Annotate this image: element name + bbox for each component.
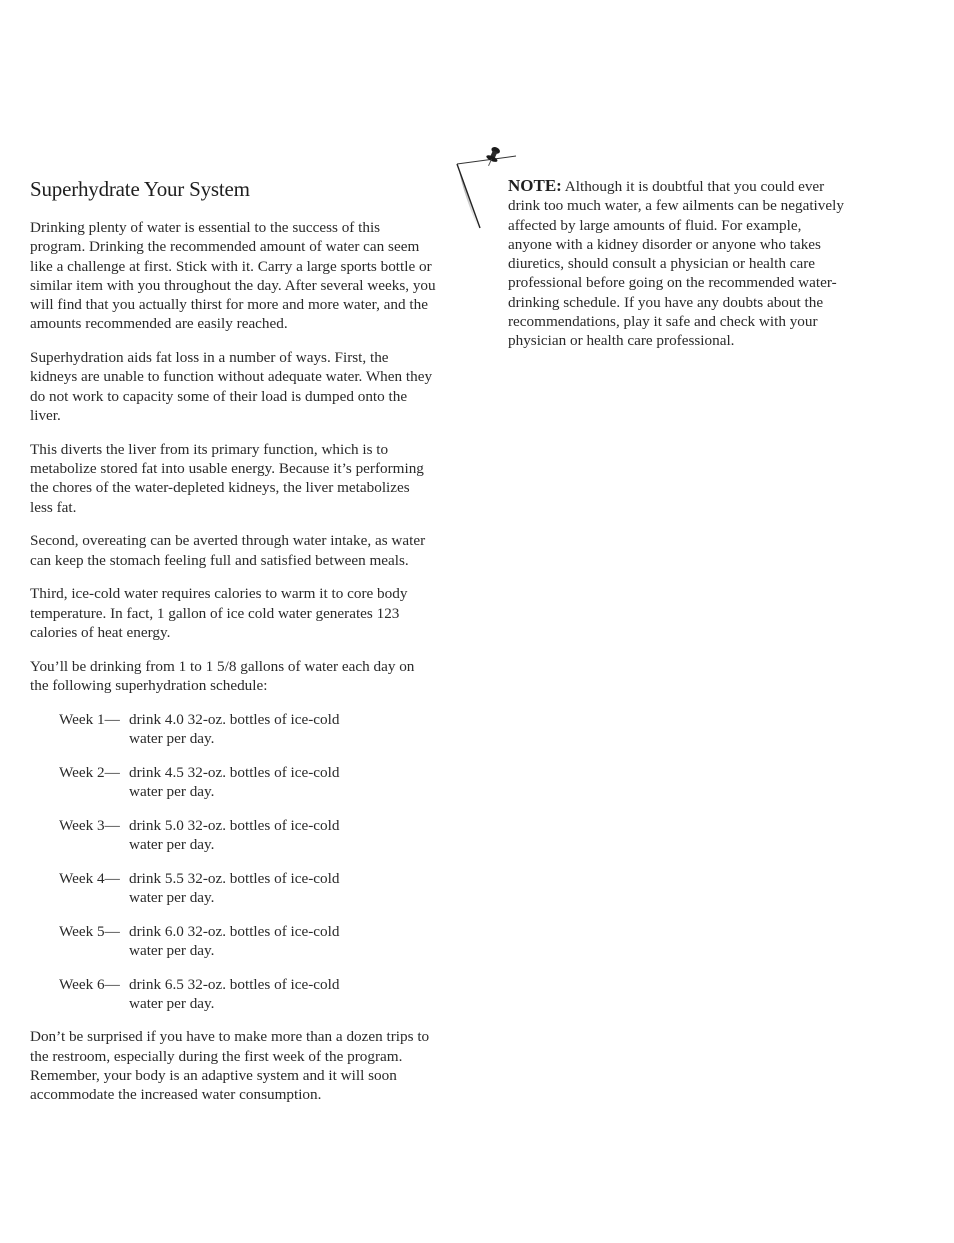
section-title: Superhydrate Your System	[30, 177, 250, 201]
note-text: Although it is doubtful that you could ever drink too much water, a few ailments can be negatively affected by large amounts of fluid. For example, anyone with a kidney disorder or anyone who takes diuretics, should consult a physician or health care professional before going on the recommended water-drinking schedule. If you have any doubts about the recommendations, play it safe and check with your physician or health care professional.	[508, 178, 844, 350]
week-instruction: drink 5.0 32-oz. bottles of ice-cold water per day.	[129, 816, 340, 853]
week-label: Week 4—	[59, 869, 120, 887]
article-column	[30, 176, 436, 1119]
paragraph-kidneys: Superhydration aids fat loss in a number of ways. First, the kidneys are unable to function without adequate water. When they do not work to capacity some of their load is dumped onto the liver.	[30, 349, 433, 425]
note-box	[508, 176, 844, 351]
week-instruction: drink 6.5 32-oz. bottles of ice-cold water per day.	[129, 975, 340, 1012]
week-label: Week 3—	[59, 816, 120, 834]
week-label: Week 6—	[59, 975, 120, 993]
schedule-item-week-4	[59, 869, 436, 908]
schedule-item-week-2	[59, 763, 436, 802]
week-label: Week 2—	[59, 763, 120, 781]
hydration-schedule	[30, 710, 436, 1014]
week-instruction: drink 6.0 32-oz. bottles of ice-cold water per day.	[129, 922, 340, 959]
paragraph-intro: Drinking plenty of water is essential to the success of this program. Drinking the recommended amount of water can seem like a challenge at first. Stick with it. Carry a large sports bottle or similar item with you throughout the day. After several weeks, you will find that you actually thirst for more and more water, and the amounts recommended are easily reached.	[30, 219, 436, 333]
week-label: Week 5—	[59, 922, 120, 940]
schedule-item-week-6	[59, 975, 436, 1014]
week-instruction: drink 4.0 32-oz. bottles of ice-cold water per day.	[129, 710, 340, 747]
paragraph-schedule-intro: You’ll be drinking from 1 to 1 5/8 gallons of water each day on the following superhydration schedule:	[30, 657, 415, 694]
week-instruction: drink 5.5 32-oz. bottles of ice-cold water per day.	[129, 869, 340, 906]
note-label: NOTE:	[508, 176, 562, 195]
week-instruction: drink 4.5 32-oz. bottles of ice-cold water per day.	[129, 763, 340, 800]
paragraph-ice-cold: Third, ice-cold water requires calories to warm it to core body temperature. In fact, 1 gallon of ice cold water generates 123 calories of heat energy.	[30, 585, 408, 641]
schedule-item-week-5	[59, 922, 436, 961]
note-paragraph	[508, 176, 844, 351]
schedule-item-week-1	[59, 710, 436, 749]
paragraph-overeating: Second, overeating can be averted through water intake, as water can keep the stomach feeling full and satisfied between meals.	[30, 532, 426, 569]
week-label: Week 1—	[59, 710, 120, 728]
schedule-item-week-3	[59, 816, 436, 855]
paragraph-liver: This diverts the liver from its primary function, which is to metabolize stored fat into usable energy. Because it’s performing the chores of the water-depleted kidneys, the liver metabolizes less fat.	[30, 440, 424, 516]
paragraph-closing: Don’t be surprised if you have to make more than a dozen trips to the restroom, especially during the first week of the program. Remember, your body is an adaptive system and it will soon accommodate the increased water consumption.	[30, 1028, 430, 1104]
